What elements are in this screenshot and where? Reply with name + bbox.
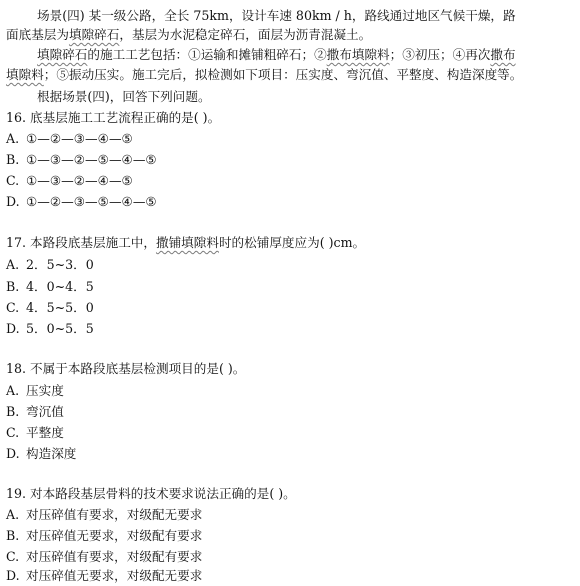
question-17-option-d[interactable] xyxy=(6,321,94,337)
question-16-option-c[interactable] xyxy=(6,173,133,189)
question-17-option-a[interactable] xyxy=(6,257,94,273)
option-label: C. xyxy=(6,173,20,188)
option-text: 2．5~3．0 xyxy=(26,257,94,272)
option-text: 4．5~5．0 xyxy=(26,300,94,315)
option-text: ①—②—③—④—⑤ xyxy=(26,131,133,146)
question-19-stem: 19. 对本路段基层骨料的技术要求说法正确的是( )。 xyxy=(6,486,296,501)
option-text: 对压碎值无要求，对级配无要求 xyxy=(26,568,203,583)
option-text: 压实度 xyxy=(26,383,64,398)
question-19-option-c[interactable] xyxy=(6,549,202,565)
question-18-option-c[interactable] xyxy=(6,425,64,441)
option-text: 平整度 xyxy=(26,425,64,440)
highlighted-term: 填隙碎石 xyxy=(68,27,120,42)
option-label: A. xyxy=(6,383,20,398)
scenario-line-1: 场景(四) 某一级公路，全长 75km，设计车速 80km / h，路线通过地区气候干燥，路 xyxy=(37,8,516,23)
question-text: 17. 本路段底基层施工中， xyxy=(6,235,156,250)
option-label: C. xyxy=(6,425,20,440)
scenario-text: ；⑤振动压实。施工完后，拟检测如下项目：压实度、弯沉值、平整度、构造深度等。 xyxy=(43,67,523,82)
question-text: 时的松铺厚度应为( )cm。 xyxy=(218,235,366,250)
option-label: B. xyxy=(6,528,20,543)
question-18-option-a[interactable] xyxy=(6,383,64,399)
option-text: 构造深度 xyxy=(26,446,77,461)
option-text: ①—③—②—⑤—④—⑤ xyxy=(26,152,157,167)
question-18-option-b[interactable] xyxy=(6,404,64,420)
option-label: D. xyxy=(6,446,20,461)
scenario-text: ，基层为水泥稳定碎石，面层为沥青混凝土。 xyxy=(119,27,372,42)
option-label: B. xyxy=(6,152,20,167)
question-18-option-d[interactable] xyxy=(6,446,76,462)
option-label: C. xyxy=(6,300,20,315)
option-text: 对压碎值有要求，对级配有要求 xyxy=(26,549,203,564)
question-19-option-b[interactable] xyxy=(6,528,202,544)
scenario-text: 的施工工艺包括：①运输和摊铺粗碎石；② xyxy=(87,47,327,62)
highlighted-term: 填隙碎石 xyxy=(37,47,88,62)
question-17-option-b[interactable] xyxy=(6,279,94,295)
question-18-stem: 18. 不属于本路段底基层检测项目的是( )。 xyxy=(6,361,246,376)
option-label: A. xyxy=(6,507,20,522)
option-text: 对压碎值有要求，对级配无要求 xyxy=(26,507,203,522)
option-label: D. xyxy=(6,321,20,336)
option-label: C. xyxy=(6,549,20,564)
scenario-line-4 xyxy=(6,67,522,83)
option-text: 对压碎值无要求，对级配有要求 xyxy=(26,528,203,543)
option-label: D. xyxy=(6,194,20,209)
question-16-stem: 16. 底基层施工工艺流程正确的是( )。 xyxy=(6,110,221,125)
option-text: 5．0~5．5 xyxy=(26,321,94,336)
option-text: 4．0~4．5 xyxy=(26,279,94,294)
scenario-text: ；③初压；④再次 xyxy=(389,47,491,62)
option-label: A. xyxy=(6,131,20,146)
question-16-option-d[interactable] xyxy=(6,194,157,210)
option-text: ①—②—③—⑤—④—⑤ xyxy=(26,194,157,209)
question-17-option-c[interactable] xyxy=(6,300,94,316)
scenario-text: 面底基层为 xyxy=(6,27,69,42)
question-19-option-a[interactable] xyxy=(6,507,202,523)
option-text: 弯沉值 xyxy=(26,404,64,419)
question-16-option-a[interactable] xyxy=(6,131,133,147)
highlighted-term: 填隙料 xyxy=(6,67,44,82)
question-19-option-d[interactable] xyxy=(6,568,202,584)
option-label: B. xyxy=(6,279,20,294)
question-17-stem xyxy=(6,235,365,251)
scenario-line-2 xyxy=(6,27,371,43)
option-label: B. xyxy=(6,404,20,419)
highlighted-term: 撒布 xyxy=(490,47,516,62)
option-label: D. xyxy=(6,568,20,583)
option-text: ①—③—②—④—⑤ xyxy=(26,173,133,188)
scenario-line-3 xyxy=(37,47,516,63)
option-label: A. xyxy=(6,257,20,272)
scenario-line-5: 根据场景(四)，回答下列问题。 xyxy=(37,89,211,104)
highlighted-term: 撒铺填隙料 xyxy=(155,235,219,250)
highlighted-term: 撒布填隙料 xyxy=(326,47,390,62)
question-16-option-b[interactable] xyxy=(6,152,157,168)
